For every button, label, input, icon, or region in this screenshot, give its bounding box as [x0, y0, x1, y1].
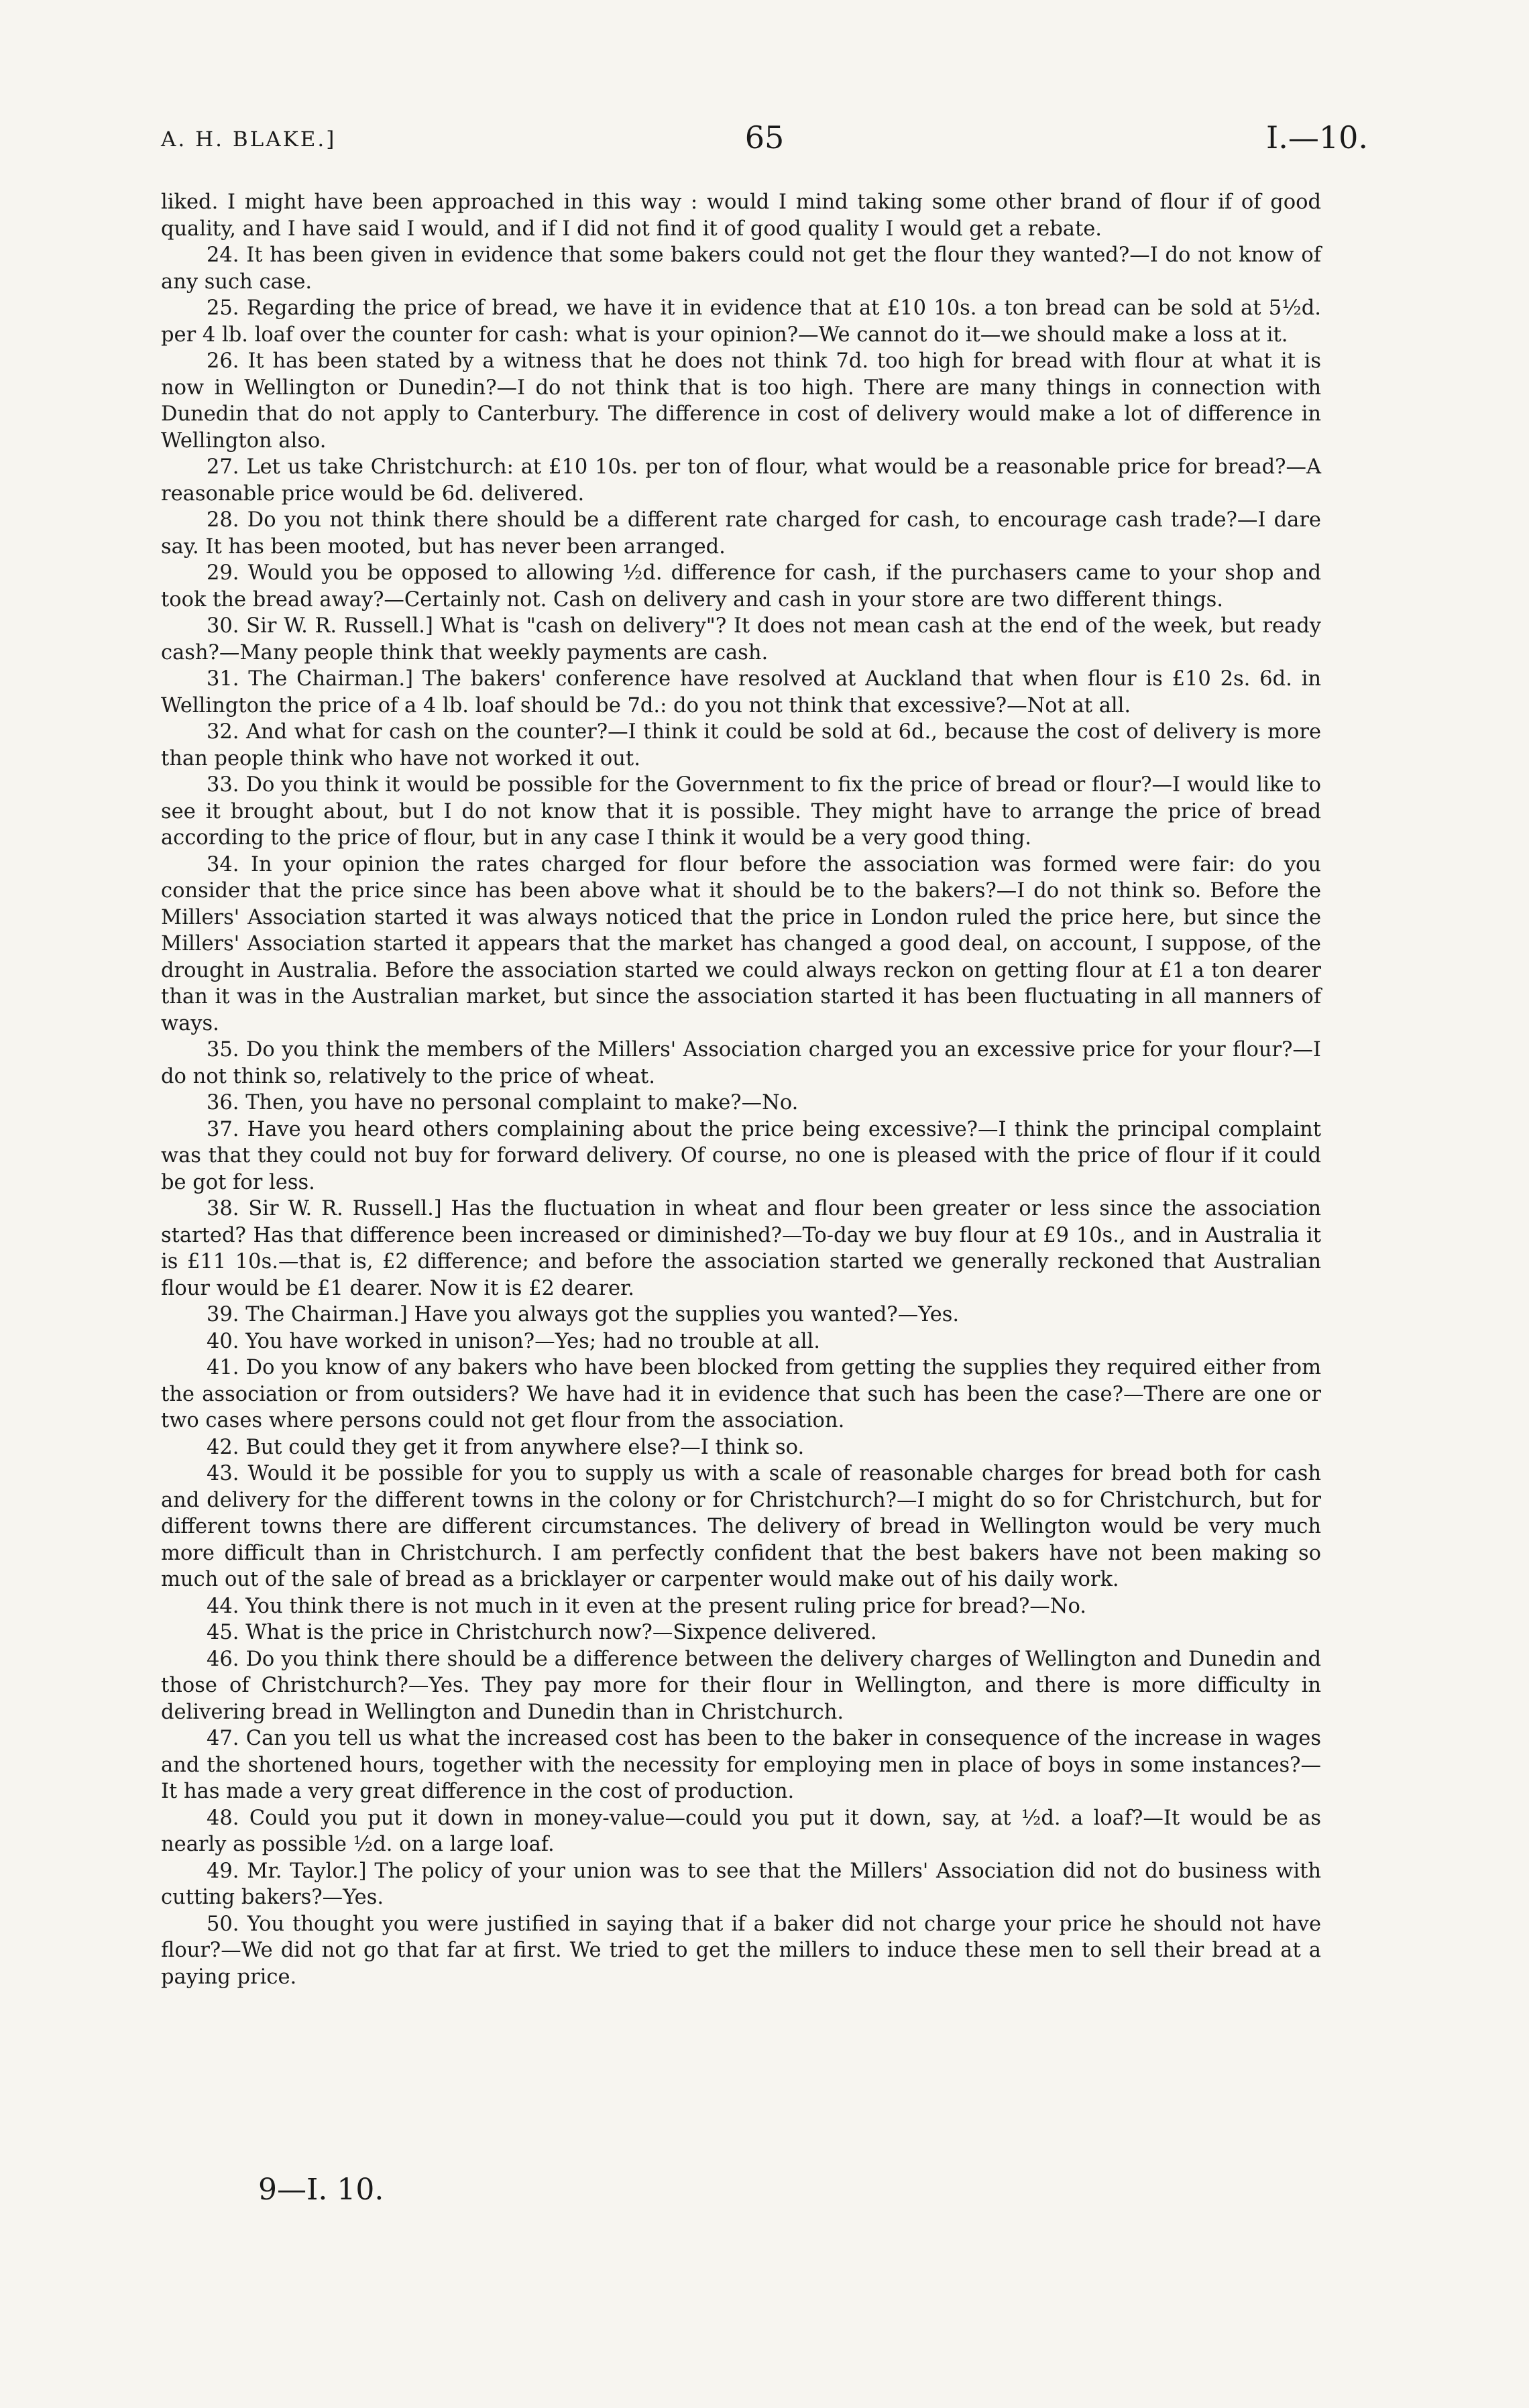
paragraph: 49. Mr. Taylor.] The policy of your union was to see that the Millers' Association did not do business with cutting bakers?—Yes.	[161, 1859, 1321, 1909]
paragraph: 33. Do you think it would be possible for the Government to fix the price of bread or flour?—I would like to see it brought about, but I do not know that it is possible. They might have to arrange the price of bread according to the price of flour, but in any case I think it would be a very good thing.	[161, 773, 1321, 850]
page-header	[161, 119, 1368, 166]
paragraph: 41. Do you know of any bakers who have been blocked from getting the supplies they required either from the association or from outsiders? We have had it in evidence that such has been the case?—There are one or two cases where persons could not get flour from the association.	[161, 1356, 1321, 1432]
paragraph: 42. But could they get it from anywhere else?—I think so.	[207, 1435, 805, 1459]
paragraph: 25. Regarding the price of bread, we have it in evidence that at £10 10s. a ton bread can be sold at 5½d. per 4 lb. loaf over the counter for cash: what is your opinion?—We cannot do it—we should make a loss at it.	[161, 296, 1321, 347]
paragraph: 29. Would you be opposed to allowing ½d. difference for cash, if the purchasers came to your shop and took the bread away?—Certainly not. Cash on delivery and cash in your store are two different things.	[161, 561, 1321, 612]
paragraph: 50. You thought you were justified in saying that if a baker did not charge your price he should not have flour?—We did not go that far at first. We tried to get the millers to induce these men to sell their bread at a paying price.	[161, 1912, 1321, 1989]
body-text	[161, 189, 1321, 1990]
paragraph: 24. It has been given in evidence that some bakers could not get the flour they wanted?—I do not know of any such case.	[161, 243, 1321, 294]
paragraph: 40. You have worked in unison?—Yes; had no trouble at all.	[207, 1329, 820, 1353]
paragraph: 46. Do you think there should be a difference between the delivery charges of Wellington and Dunedin and those of Christchurch?—Yes. They pay more for their flour in Wellington, and there is more difficulty in delivering bread in Wellington and Dunedin than in Christchurch.	[161, 1647, 1321, 1724]
paragraph: 48. Could you put it down in money-value—could you put it down, say, at ½d. a loaf?—It would be as nearly as possible ½d. on a large loaf.	[161, 1806, 1321, 1856]
paragraph: 44. You think there is not much in it even at the present ruling price for bread?—No.	[207, 1594, 1087, 1618]
paragraph: 28. Do you not think there should be a different rate charged for cash, to encourage cash trade?—I dare say. It has been mooted, but has never been arranged.	[161, 508, 1321, 559]
paragraph: liked. I might have been approached in this way : would I mind taking some other brand of flour if of good quality, and I have said I would, and if I did not find it of good quality I would get a rebate.	[161, 190, 1321, 241]
signature-mark: 9—I. 10.	[258, 2173, 384, 2207]
paragraph: 27. Let us take Christchurch: at £10 10s. per ton of flour, what would be a reasonable price for bread?—A reasonable price would be 6d. delivered.	[161, 455, 1321, 506]
paragraph: 30. Sir W. R. Russell.] What is "cash on delivery"? It does not mean cash at the end of the week, but ready cash?—Many people think that weekly payments are cash.	[161, 614, 1321, 665]
paragraph: 36. Then, you have no personal complaint to make?—No.	[207, 1091, 799, 1114]
witness-name: A. H. BLAKE.]	[161, 127, 337, 152]
paragraph: 34. In your opinion the rates charged for flour before the association was formed were fair: do you consider that the price since has been above what it should be to the bakers?—I do not think so. Before the Millers' Association started it was always noticed that the price in London ruled the price here, but since the Millers' Association started it appears that the market has changed a good deal, on account, I suppose, of the drought in Australia. Before the association started we could always reckon on getting flour at £1 a ton dearer than it was in the Australian market, but since the association started it has been fluctuating in all manners of ways.	[161, 852, 1321, 1035]
paragraph: 31. The Chairman.] The bakers' conference have resolved at Auckland that when flour is £10 2s. 6d. in Wellington the price of a 4 lb. loaf should be 7d.: do you not think that excessive?—Not at all.	[161, 667, 1321, 718]
page-number: 65	[744, 119, 785, 156]
paragraph: 39. The Chairman.] Have you always got the supplies you wanted?—Yes.	[207, 1303, 960, 1326]
paragraph: 26. It has been stated by a witness that he does not think 7d. too high for bread with flour at what it is now in Wellington or Dunedin?—I do not think that is too high. There are many things in connection with Dunedin that do not apply to Canterbury. The difference in cost of delivery would make a lot of difference in Wellington also.	[161, 349, 1321, 453]
paragraph: 43. Would it be possible for you to supply us with a scale of reasonable charges for bread both for cash and delivery for the different towns in the colony or for Christchurch?—I might do so for Christchurch, but for different towns there are different circumstances. The delivery of bread in Wellington would be very much more difficult than in Christchurch. I am perfectly confident that the best bakers have not been making so much out of the sale of bread as a bricklayer or carpenter would make out of his daily work.	[161, 1462, 1321, 1591]
paragraph: 38. Sir W. R. Russell.] Has the fluctuation in wheat and flour been greater or less since the association started? Has that difference been increased or diminished?—To-day we buy flour at £9 10s., and in Australia it is £11 10s.—that is, £2 difference; and before the association started we generally reckoned that Australian flour would be £1 dearer. Now it is £2 dearer.	[161, 1197, 1321, 1300]
paragraph: 32. And what for cash on the counter?—I think it could be sold at 6d., because the cost of delivery is more than people think who have not worked it out.	[161, 720, 1321, 770]
paper-reference: I.—10.	[1266, 119, 1368, 156]
paragraph: 37. Have you heard others complaining about the price being excessive?—I think the principal complaint was that they could not buy for forward delivery. Of course, no one is pleased with the price of flour if it could be got for less.	[161, 1117, 1321, 1194]
paragraph: 45. What is the price in Christchurch now?—Sixpence delivered.	[207, 1621, 877, 1644]
paragraph: 47. Can you tell us what the increased cost has been to the baker in consequence of the increase in wages and the shortened hours, together with the necessity for employing men in place of boys in some instances?—It has made a very great difference in the cost of production.	[161, 1727, 1321, 1803]
paragraph: 35. Do you think the members of the Millers' Association charged you an excessive price for your flour?—I do not think so, relatively to the price of wheat.	[161, 1038, 1321, 1088]
